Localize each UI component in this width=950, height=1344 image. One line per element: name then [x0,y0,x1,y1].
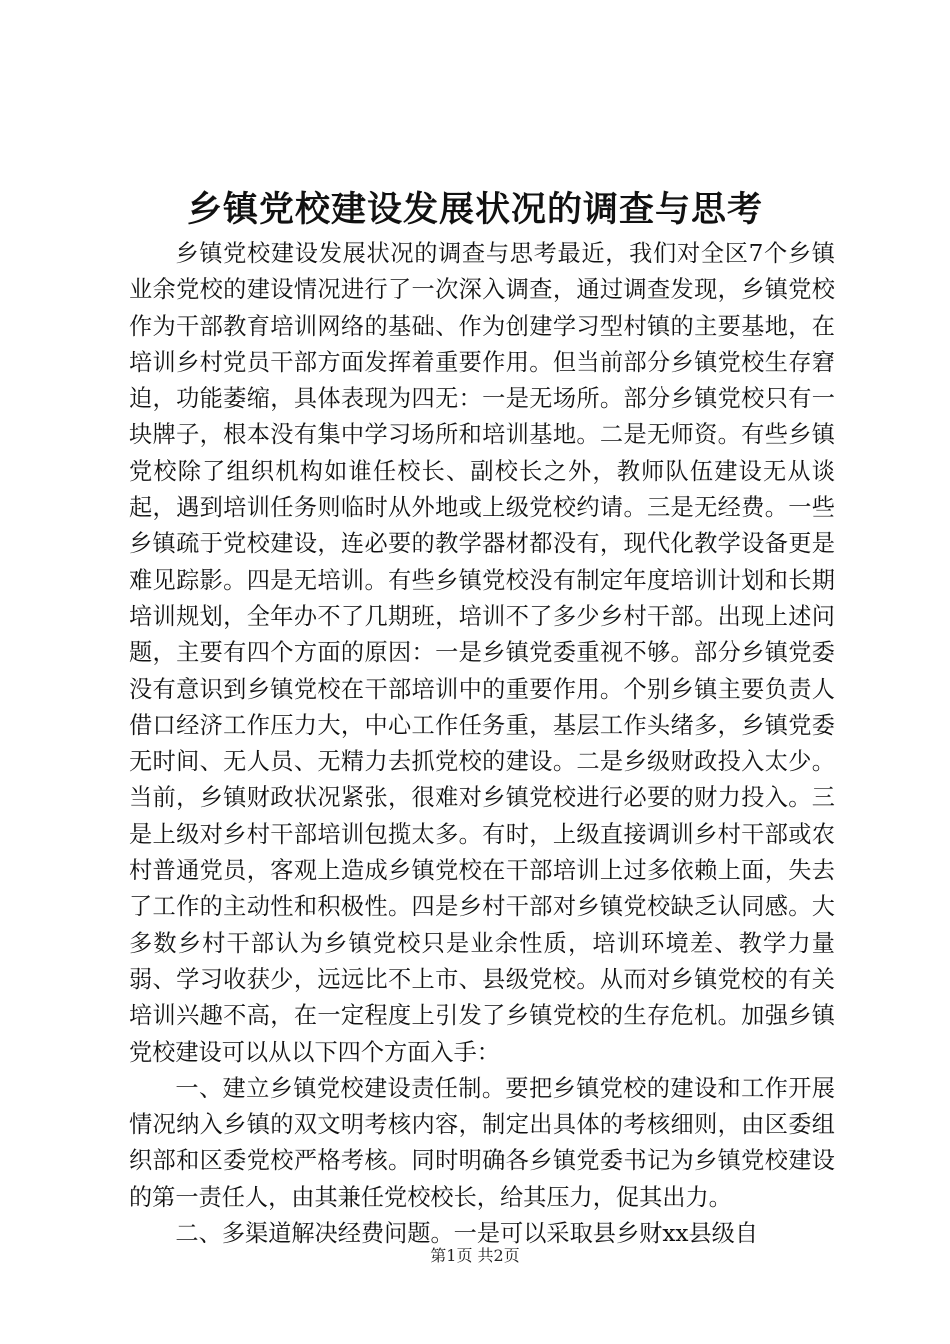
document-title: 乡镇党校建设发展状况的调查与思考 [186,189,763,230]
page-footer: 第1页 共2页 [430,1246,520,1265]
document-body [129,236,835,1252]
paragraph-intro: 乡镇党校建设发展状况的调查与思考最近，我们对全区7个乡镇业余党校的建设情况进行了一次深入调查，通过调查发现，乡镇党校作为干部教育培训网络的基础、作为创建学习型村镇的主要基地，在培训乡村党员干部方面发挥着重要作用。但当前部分乡镇党校生存窘迫，功能萎缩，具体表现为四无：一是无场所。部分乡镇党校只有一块牌子，根本没有集中学习场所和培训基地。二是无师资。有些乡镇党校除了组织机构如谁任校长、副校长之外，教师队伍建设无从谈起，遇到培训任务则临时从外地或上级党校约请。三是无经费。一些乡镇疏于党校建设，连必要的教学器材都没有，现代化教学设备更是难见踪影。四是无培训。有些乡镇党校没有制定年度培训计划和长期培训规划，全年办不了几期班，培训不了多少乡村干部。出现上述问题，主要有四个方面的原因：一是乡镇党委重视不够。部分乡镇党委没有意识到乡镇党校在干部培训中的重要作用。个别乡镇主要负责人借口经济工作压力大，中心工作任务重，基层工作头绪多，乡镇党委无时间、无人员、无精力去抓党校的建设。二是乡级财政投入太少。当前，乡镇财政状况紧张，很难对乡镇党校进行必要的财力投入。三是上级对乡村干部培训包揽太多。有时，上级直接调训乡村干部或农村普通党员，客观上造成乡镇党校在干部培训上过多依赖上面，失去了工作的主动性和积极性。四是乡村干部对乡镇党校缺乏认同感。大多数乡村干部认为乡镇党校只是业余性质，培训环境差、教学力量弱、学习收获少，远远比不上市、县级党校。从而对乡镇党校的有关培训兴趣不高，在一定程度上引发了乡镇党校的生存危机。加强乡镇党校建设可以从以下四个方面入手： [129,240,835,1066]
paragraph-point-two: 二、多渠道解决经费问题。一是可以采取县乡财xx县级自 [175,1220,759,1248]
paragraph-point-one: 一、建立乡镇党校建设责任制。要把乡镇党校的建设和工作开展情况纳入乡镇的双文明考核内容，制定出具体的考核细则，由区委组织部和区委党校严格考核。同时明确各乡镇党委书记为乡镇党校建设的第一责任人，由其兼任党校校长，给其压力，促其出力。 [129,1074,835,1211]
